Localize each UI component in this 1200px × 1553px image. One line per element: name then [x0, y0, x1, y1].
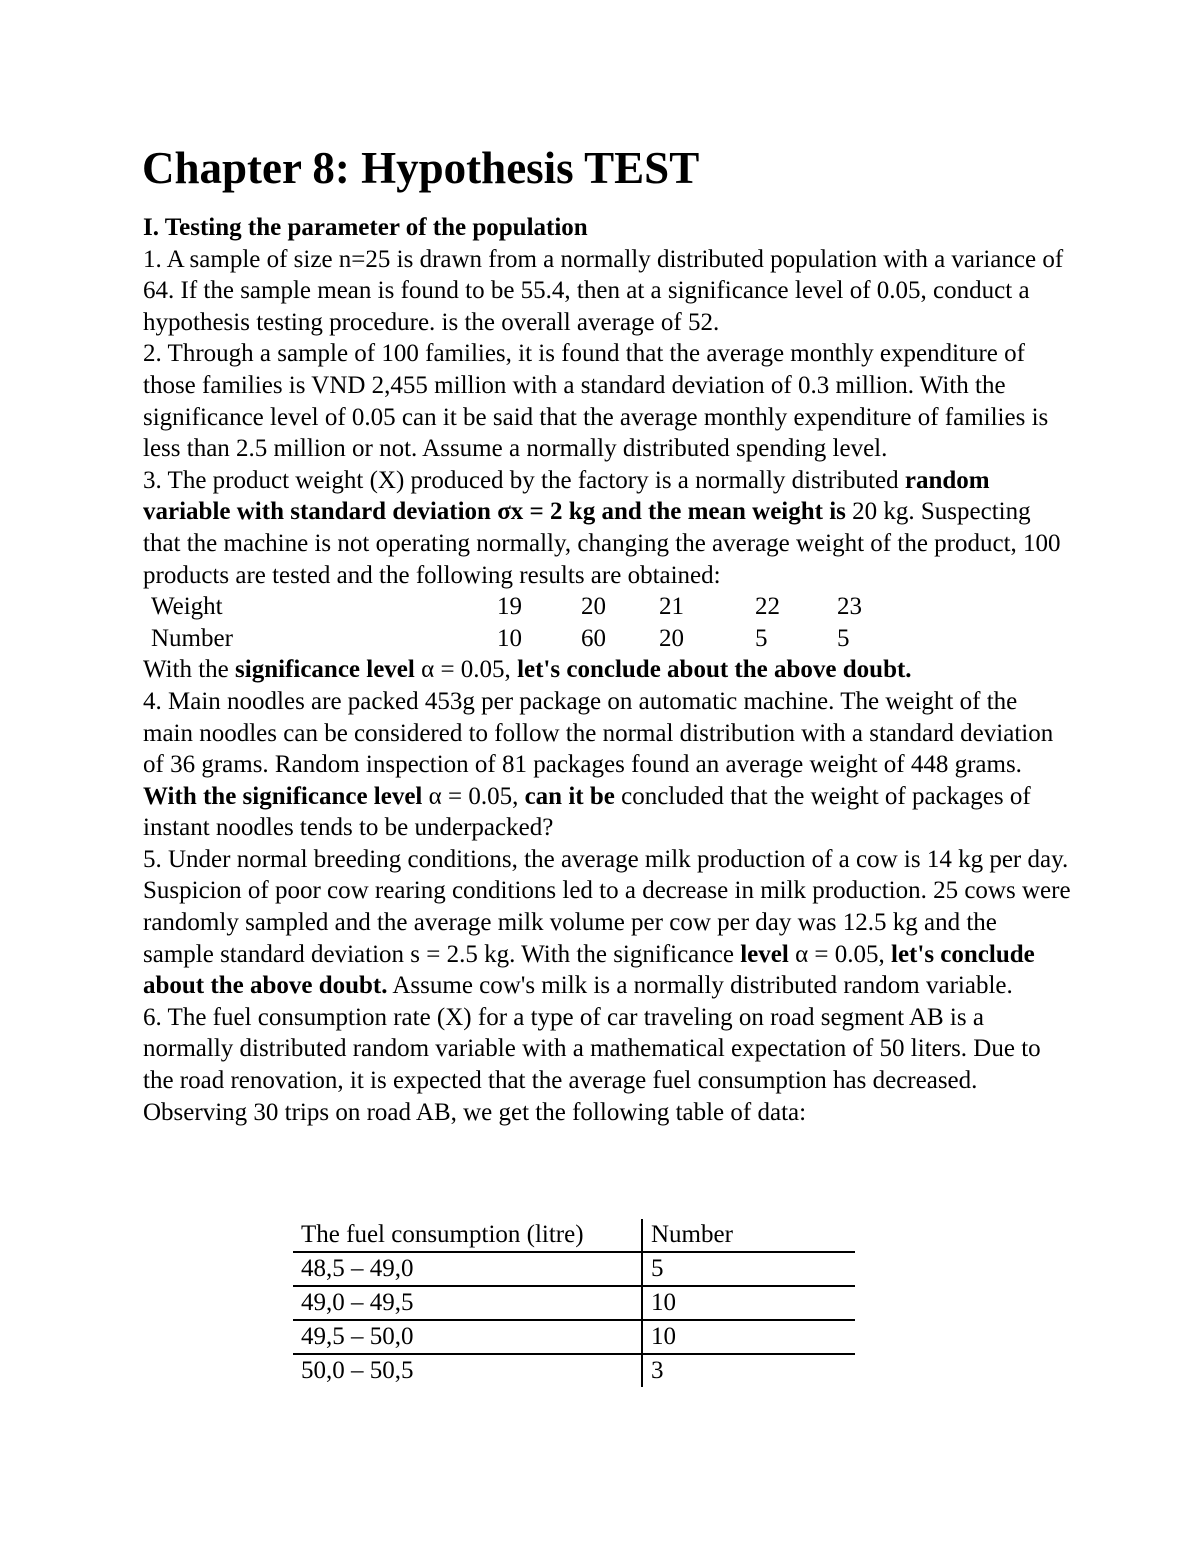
problem-5-text: Assume cow's milk is a normally distributed random variable.	[387, 972, 1013, 1000]
problem-5	[143, 844, 1073, 1002]
problem-6: 6. The fuel consumption rate (X) for a type of car traveling on road segment AB is a normally distributed random variable with a mathematical expectation of 50 liters. Due to the road renovation, it is expected that the average fuel consumption has decreased. Observing 30 trips on road AB, we get the following table of data:	[143, 1003, 1041, 1126]
conclusion-text: α = 0.05,	[414, 656, 518, 684]
page-title: Chapter 8: Hypothesis TEST	[142, 143, 700, 193]
table-row	[293, 1286, 855, 1320]
problem-4-text: α = 0.05,	[422, 782, 525, 810]
fuel-consumption-table	[293, 1219, 855, 1387]
column-header: Number	[642, 1219, 855, 1252]
table-cell: 5	[642, 1252, 855, 1286]
table-row	[293, 1354, 855, 1387]
table-cell: 5	[837, 624, 850, 652]
problem-4-bold: With the significance level	[143, 782, 423, 810]
table-cell: 21	[659, 593, 684, 621]
table-row	[293, 1252, 855, 1286]
problem-4	[143, 686, 1073, 844]
table-cell: 49,5 – 50,0	[293, 1320, 642, 1354]
table-cell: 20	[581, 593, 606, 621]
table-cell: 23	[837, 593, 862, 621]
conclusion-bold: significance level	[235, 656, 415, 684]
conclusion-bold: let's conclude about the above doubt.	[517, 656, 912, 684]
document-body	[143, 212, 1073, 1128]
problem-3-bold-text: random variable with standard deviation σx = 2 kg and the mean weight is	[143, 466, 990, 526]
table-cell: 10	[642, 1320, 855, 1354]
row-label: Weight	[151, 593, 223, 621]
problem-5-text: 5. Under normal breeding conditions, the average milk production of a cow is 14 kg per day. Suspicion of poor cow rearing conditions led to a decrease in milk production. 25 cows were randomly sampled and the average milk volume per cow per day was 12.5 kg and the sample standard deviation s = 2.5 kg. With the significance	[143, 845, 1071, 968]
column-header: The fuel consumption (litre)	[293, 1219, 642, 1252]
weight-table	[151, 591, 897, 654]
table-cell: 22	[755, 593, 780, 621]
table-cell: 49,0 – 49,5	[293, 1286, 642, 1320]
table-cell: 3	[651, 1357, 664, 1384]
row-label: Number	[151, 624, 233, 652]
problem-2: 2. Through a sample of 100 families, it is found that the average monthly expenditure of those families is VND 2,455 million with a standard deviation of 0.3 million. With the significance level of 0.05 can it be said that the average monthly expenditure of families is less than 2.5 million or not. Assume a normally distributed spending level.	[143, 340, 1049, 463]
table-cell: 48,5 – 49,0	[293, 1252, 642, 1286]
table-cell: 60	[581, 624, 606, 652]
problem-5-bold: level	[740, 940, 789, 968]
problem-5-bold: let's conclude about the above doubt.	[143, 940, 1035, 1000]
problem-4-bold: can it be	[524, 782, 615, 810]
table-cell: 5	[755, 624, 768, 652]
table-cell: 19	[497, 593, 522, 621]
problem-3-rest: 20 kg. Suspecting that the machine is not operating normally, changing the average weight of the product, 100 products are tested and the following results are obtained:	[143, 498, 1061, 589]
conclusion-text: With the	[143, 656, 236, 684]
problem-4-text: concluded that the weight of packages of instant noodles tends to be underpacked?	[143, 782, 1031, 842]
problem-3	[143, 465, 1073, 591]
table-cell: 10	[497, 624, 522, 652]
table-row	[293, 1320, 855, 1354]
table-cell: 20	[659, 624, 684, 652]
problem-3-intro: 3. The product weight (X) produced by the factory is a normally distributed	[143, 466, 899, 494]
table-row	[151, 591, 897, 623]
problem-3-conclusion	[143, 654, 1073, 686]
table-row	[151, 623, 897, 655]
problem-1: 1. A sample of size n=25 is drawn from a normally distributed population with a variance of 64. If the sample mean is found to be 55.4, then at a significance level of 0.05, conduct a hypothesis testing procedure. is the overall average of 52.	[143, 245, 1064, 336]
problem-5-text: α = 0.05,	[788, 940, 892, 968]
problem-4-text: 4. Main noodles are packed 453g per package on automatic machine. The weight of the main noodles can be considered to follow the normal distribution with a standard deviation of 36 grams. Random inspection of 81 packages found an average weight of 448 grams.	[143, 687, 1054, 779]
table-header-row	[293, 1219, 855, 1252]
table-cell: 10	[642, 1286, 855, 1320]
table-cell: 50,0 – 50,5	[293, 1354, 642, 1387]
section-heading: I. Testing the parameter of the population	[143, 214, 588, 241]
